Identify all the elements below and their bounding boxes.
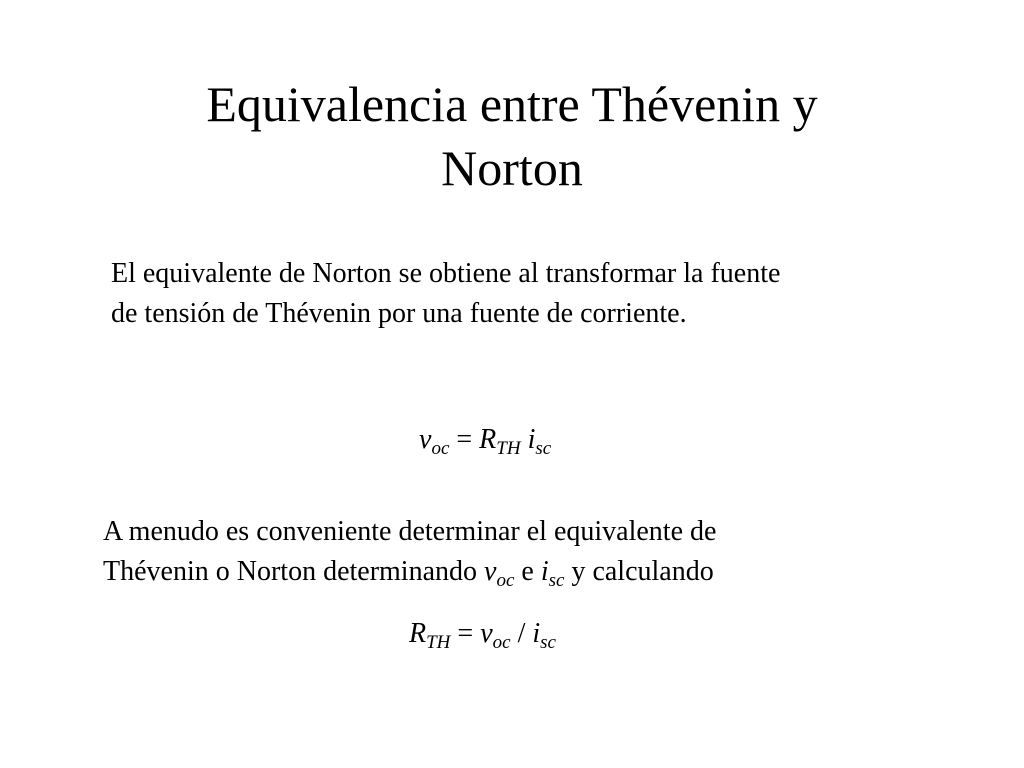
- method-description-mid: e: [514, 556, 541, 587]
- method-description-line2-pre: Thévenin o Norton determinando: [103, 556, 485, 587]
- formula-voc-i: i: [527, 424, 536, 455]
- method-description-line1: A menudo es conveniente determinar el equivalente de: [103, 516, 717, 547]
- formula-rth: [409, 614, 556, 654]
- formula-voc: [419, 420, 551, 460]
- formula-rth-r: R: [409, 618, 427, 649]
- method-description-post: y calculando: [564, 556, 714, 587]
- formula-voc-i-sub: sc: [535, 438, 552, 459]
- slide-title-line1: Equivalencia entre Thévenin y: [206, 76, 818, 132]
- formula-voc-v-sub: oc: [431, 438, 450, 459]
- method-description-i-sub: sc: [548, 570, 565, 591]
- slide-title-line2: Norton: [441, 140, 583, 196]
- formula-rth-i: i: [532, 618, 541, 649]
- norton-description-line2: de tensión de Thévenin por una fuente de corriente.: [111, 298, 687, 329]
- norton-description: [111, 254, 971, 334]
- method-description-i: i: [540, 556, 549, 587]
- norton-description-line1: El equivalente de Norton se obtiene al transformar la fuente: [111, 258, 781, 289]
- formula-voc-v: v: [419, 424, 432, 455]
- formula-rth-v-sub: oc: [492, 632, 511, 653]
- method-description-v: v: [484, 556, 497, 587]
- slide-title: [112, 72, 912, 200]
- formula-voc-r: R: [479, 424, 497, 455]
- formula-rth-i-sub: sc: [540, 632, 556, 653]
- method-description-v-sub: oc: [496, 570, 515, 591]
- formula-voc-r-sub: TH: [496, 438, 521, 459]
- formula-rth-v: v: [480, 618, 493, 649]
- formula-rth-r-sub: TH: [426, 632, 451, 653]
- formula-rth-divide: /: [517, 618, 526, 649]
- formula-voc-equals: =: [456, 424, 473, 455]
- formula-rth-equals: =: [457, 618, 474, 649]
- method-description: [103, 512, 963, 592]
